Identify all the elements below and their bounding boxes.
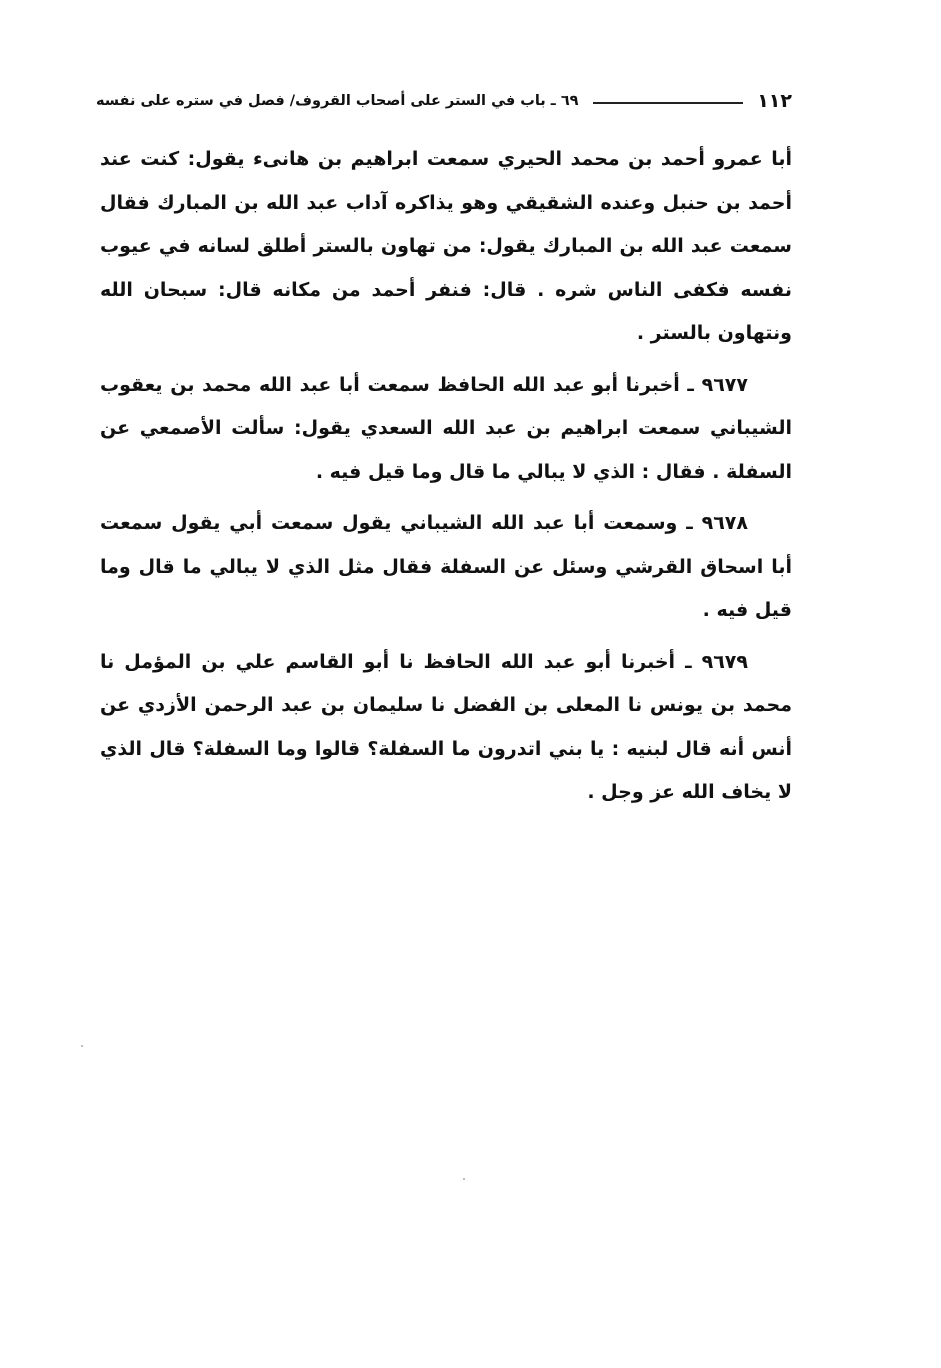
scan-speck xyxy=(463,1178,465,1180)
body-text xyxy=(100,138,792,823)
paragraph-hadith-9679: ٩٦٧٩ ـ أخبرنا أبو عبد الله الحافظ نا أبو القاسم علي بن المؤمل نا محمد بن يونس نا المعلى بن الفضل نا سليمان بن عبد الرحمن الأزدي عن أنس أنه قال لبنيه : يا بني اتدرون ما السفلة؟ قالوا وما السفلة؟ قال الذي لا يخاف الله عز وجل . xyxy=(100,650,792,803)
page-number: ١١٢ xyxy=(757,90,792,112)
paragraph-hadith-9677: ٩٦٧٧ ـ أخبرنا أبو عبد الله الحافظ سمعت أبا عبد الله محمد بن يعقوب الشيباني سمعت ابراهيم بن عبد الله السعدي يقول: سألت الأصمعي عن السفلة . فقال : الذي لا يبالي ما قال وما قيل فيه . xyxy=(100,373,792,483)
running-header xyxy=(96,84,792,118)
paragraph-hadith-9678: ٩٦٧٨ ـ وسمعت أبا عبد الله الشيباني يقول سمعت أبي يقول سمعت أبا اسحاق القرشي وسئل عن السفلة فقال مثل الذي لا يبالي ما قال وما قيل فيه . xyxy=(100,512,792,621)
header-rule xyxy=(593,102,744,104)
running-title: ٦٩ ـ باب في الستر على أصحاب القروف/ فصل في ستره على نفسه xyxy=(96,93,579,109)
scan-speck xyxy=(81,1045,83,1047)
paragraph-continuation: أبا عمرو أحمد بن محمد الحيري سمعت ابراهيم بن هانىء يقول: كنت عند أحمد بن حنبل وعنده الشقيقي وهو يذاكره آداب عبد الله بن المبارك فقال سمعت عبد الله بن المبارك يقول: من تهاون بالستر أطلق لسانه في عيوب نفسه فكفى الناس شره . قال: فنفر أحمد من مكانه قال: سبحان الله ونتهاون بالستر . xyxy=(100,148,792,344)
